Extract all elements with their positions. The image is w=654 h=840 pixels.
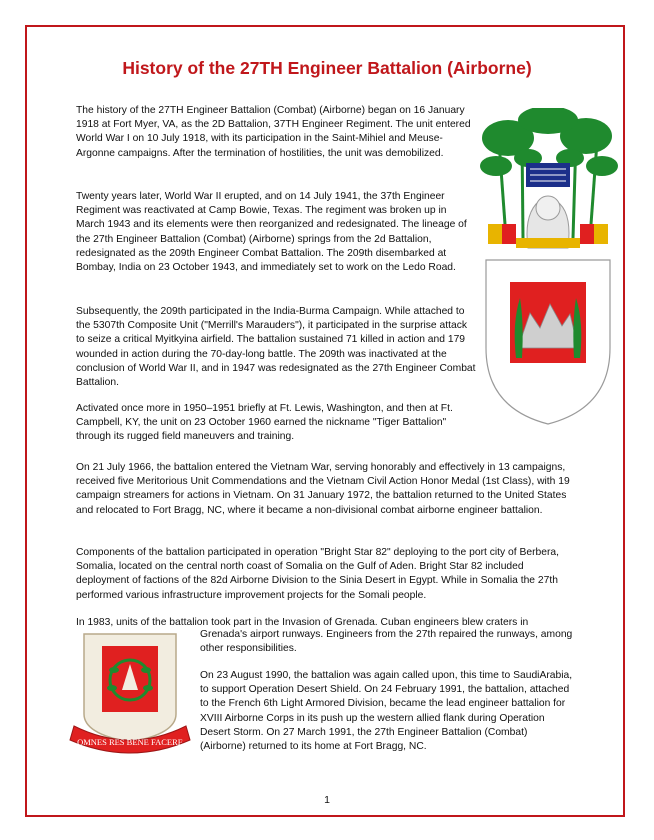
page-number: 1 bbox=[324, 794, 330, 806]
paragraph-1: The history of the 27TH Engineer Battalion (Combat) (Airborne) began on 16 January 1918 at Fort Myer, VA, as the 2D Battalion, 37TH Engineer Regiment. The unit entered World War I on 10 July 1918, with its participation in the Saint-Mihiel and Meuse-Argonne campaigns. After the termination of hostilities, the unit was demobilized. bbox=[76, 105, 471, 159]
coat-of-arms-icon bbox=[478, 108, 618, 428]
paragraph-2: Twenty years later, World War II erupted, and on 14 July 1941, the 37th Engineer Regiment was reactivated at Camp Bowie, Texas. The regiment was broken up in March 1943 and its elements were then reorganized and redesignated. The lineage of the 27th Engineer Battalion (Combat) (Airborne) springs from the 2d Battalion, redesignated as the 209th Engineer Combat Battalion. The 209th disembarked at Bombay, India on 23 October 1943, and immediately set to work on the Ledo Road. bbox=[76, 191, 467, 274]
unit-insignia-icon bbox=[66, 630, 194, 760]
paragraph-4: Activated once more in 1950–1951 briefly at Ft. Lewis, Washington, and then at Ft. Campbell, KY, the unit on 23 October 1960 earned the nickname "Tiger Battalion" through its rugged field maneuvers and training. bbox=[76, 403, 453, 443]
paragraph-3: Subsequently, the 209th participated in the India-Burma Campaign. While attached to the 5307th Composite Unit ("Merrill's Marauders"), it participated in the surprise attack to seize a critical Myitkyina airfield. The battalion sustained 71 killed in action and 179 wounded in action during the 70-day-long battle. The 209th was inactivated at the conclusion of World War II, and in 1947 was redesignated as the 27th Engineer Combat Battalion. bbox=[76, 306, 476, 389]
paragraph-7: In 1983, units of the battalion took part in the Invasion of Grenada. Cuban engineers blew craters in bbox=[76, 617, 529, 628]
page-title: History of the 27TH Engineer Battalion (Airborne) bbox=[122, 58, 532, 78]
paragraph-6: Components of the battalion participated in operation "Bright Star 82" deploying to the port city of Berbera, Somalia, located on the central north coast of Somalia on the Gulf of Aden. Bright Star 82 included deployment of factions of the 82d Airborne Division to the Sinia Desert in Egypt. While in Somalia the 27th performed various infrastructure improvement projects for the Somali people. bbox=[76, 547, 559, 601]
paragraph-5: On 21 July 1966, the battalion entered the Vietnam War, serving honorably and effectively in 13 campaigns, received five Meritorious Unit Commendations and the Vietnam Civil Action Honor Medal (1st Class), with 19 campaign streamers for actions in Vietnam. On 31 January 1972, the battalion returned to the United States and relocated to Fort Bragg, NC, where it became a non-divisional combat airborne engineer battalion. bbox=[76, 462, 570, 516]
paragraph-8: On 23 August 1990, the battalion was again called upon, this time to SaudiArabia, to support Operation Desert Shield. On 24 February 1991, the battalion, attached to the French 6th Light Armored Division, became the lead engineer battalion for XVIII Airborne Corps in its push up the western allied flank during Operation Desert Storm. On 27 March 1991, the 27th Engineer Battalion (Combat) (Airborne) returned to its home at Fort Bragg, NC. bbox=[200, 670, 573, 753]
paragraph-7-continued: Grenada's airport runways. Engineers from the 27th repaired the runways, among other responsibilities. bbox=[200, 629, 573, 655]
insignia-motto: OMNES RES BENE FACERE bbox=[77, 737, 183, 747]
